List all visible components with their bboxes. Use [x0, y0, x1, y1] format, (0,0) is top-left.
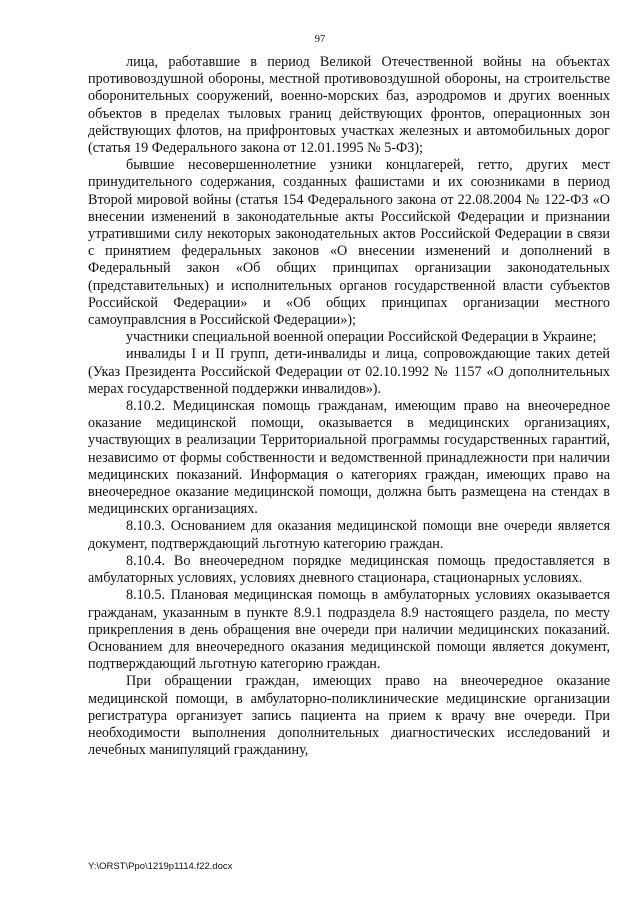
- file-path-footer: Y:\ORST\Ppo\1219p1114.f22.docx: [88, 861, 233, 872]
- paragraph: лица, работавшие в период Великой Отечественной войны на объектах противовоздушной обороны, местной противовоздушной обороны, на строительстве оборонительных сооружений, военно-морских баз, аэродромов и других военных объектов в пределах тыловых границ действующих фронтов, операционных зон действующих флотов, на прифронтовых участках железных и автомобильных дорог (статья 19 Федерального закона от 12.01.1995 № 5-ФЗ);: [88, 54, 610, 157]
- paragraph: При обращении граждан, имеющих право на внеочередное оказание медицинской помощи, в амбулаторно-поликлинические медицинские организации регистратура организует запись пациента на прием к врачу вне очереди. При необходимости выполнения дополнительных диагностических исследований и лечебных манипуляций гражданину,: [88, 673, 610, 759]
- paragraph: бывшие несовершеннолетние узники концлагерей, гетто, других мест принудительного содержания, созданных фашистами и их союзниками в период Второй мировой войны (статья 154 Федерального закона от 22.08.2004 № 122-ФЗ «О внесении изменений в законодательные акты Российской Федерации и признании утратившими силу некоторых законодательных актов Российской Федерации в связи с принятием федеральных законов «О внесении изменений и дополнений в Федеральный закон «Об общих принципах организации законодательных (представительных) и исполнительных органов государственной власти субъектов Российской Федерации» и «Об общих принципах организации местного самоуправлсния в Российской Федерации»);: [88, 157, 610, 329]
- page-number: 97: [314, 34, 326, 45]
- paragraph: 8.10.4. Во внеочередном порядке медицинская помощь предоставляется в амбулаторных условиях, условиях дневного стационара, стационарных условиях.: [88, 552, 610, 587]
- document-body: [88, 54, 610, 759]
- paragraph: 8.10.2. Медицинская помощь гражданам, имеющим право на внеочередное оказание медицинской помощи, оказывается в медицинских организациях, участвующих в реализации Территориальной программы государственных гарантий, независимо от формы собственности и ведомственной принадлежности при наличии медицинских показаний. Информация о категориях граждан, имеющих право на внеочередное оказание медицинской помощи, должна быть размещена на стендах в медицинских организациях.: [88, 398, 610, 518]
- paragraph: инвалиды I и II групп, дети-инвалиды и лица, сопровождающие таких детей (Указ Президента Российской Федерации от 02.10.1992 № 1157 «О дополнительных мерах государственной поддержки инвалидов»).: [88, 346, 610, 397]
- paragraph: 8.10.5. Плановая медицинская помощь в амбулаторных условиях оказывается гражданам, указанным в пункте 8.9.1 подраздела 8.9 настоящего раздела, по месту прикрепления в день обращения вне очереди при наличии медицинских показаний. Основанием для внеочередного оказания медицинской помощи является документ, подтверждающий льготную категорию граждан.: [88, 587, 610, 673]
- paragraph: 8.10.3. Основанием для оказания медицинской помощи вне очереди является документ, подтверждающий льготную категорию граждан.: [88, 518, 610, 552]
- paragraph: участники специальной военной операции Российской Федерации в Украине;: [126, 329, 597, 346]
